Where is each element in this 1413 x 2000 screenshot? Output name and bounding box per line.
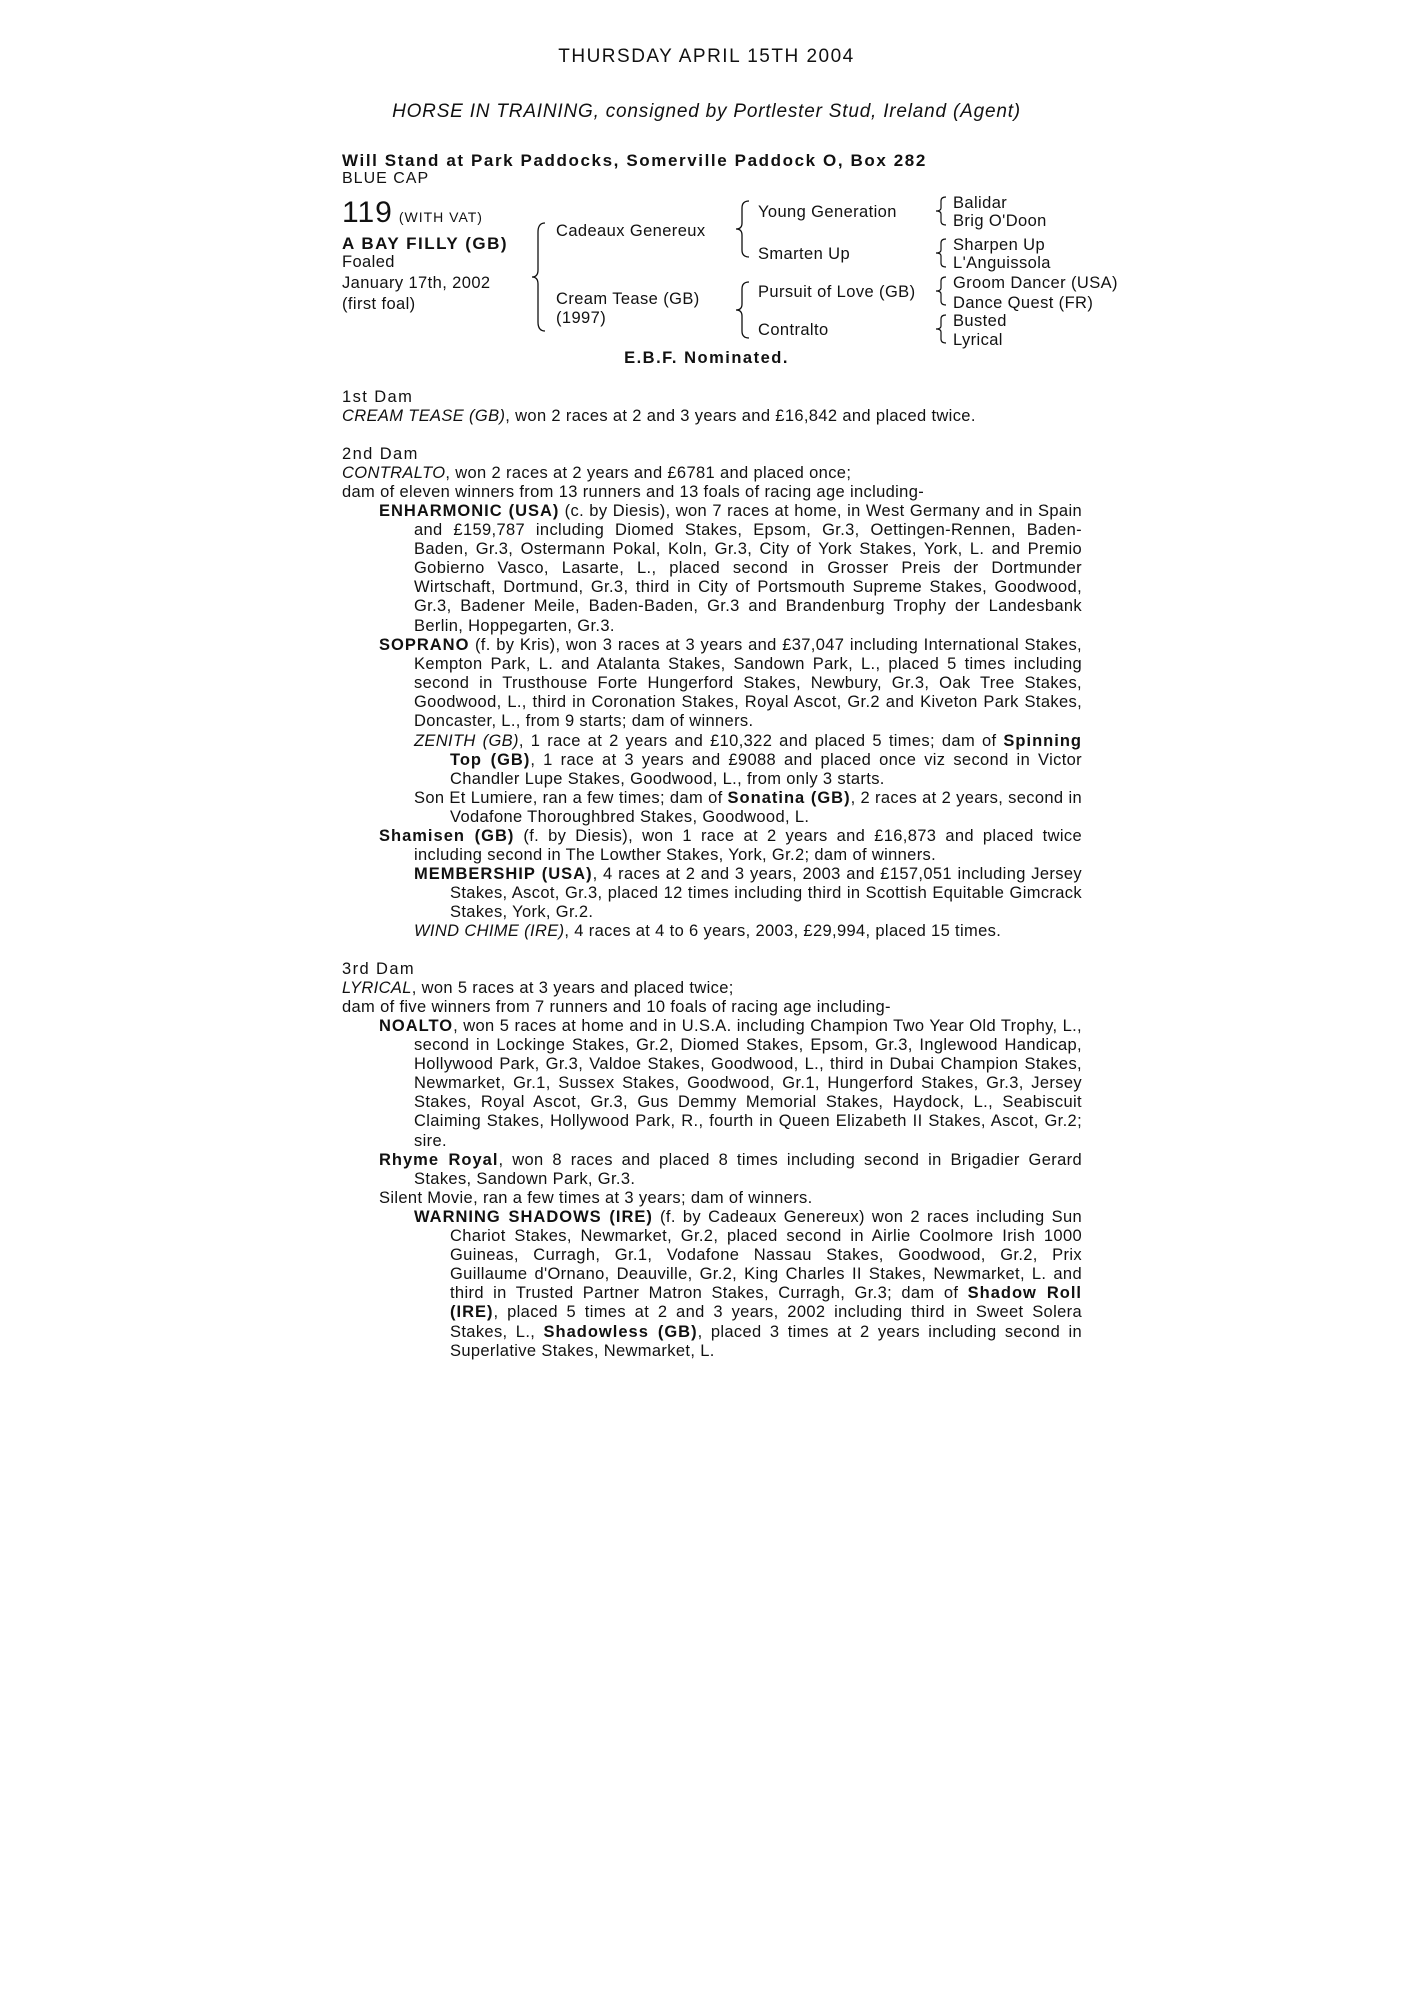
horse-name: Shadow Roll (IRE) xyxy=(450,1284,1082,1322)
lot-heading xyxy=(342,196,483,230)
pedigree-g7: Busted xyxy=(953,312,1007,330)
cap-color: BLUE CAP xyxy=(342,170,430,187)
pedigree-brace-sire xyxy=(734,200,752,258)
produce-wind-chime: WIND CHIME (IRE), 4 races at 4 to 6 years, 2003, £29,994, placed 15 times. xyxy=(414,922,1002,940)
stand-location: Will Stand at Park Paddocks, Somerville Paddock O, Box 282 xyxy=(342,151,927,170)
pedigree-g6: Dance Quest (FR) xyxy=(953,294,1094,312)
produce-zenith: ZENITH (GB), 1 race at 2 years and £10,322 and placed 5 times; dam of Spinning Top (GB), 1 race at 3 years and £9088 and placed once viz second in Victor Chandler Lupe Stakes, Goodwood, L., from only 3 starts. xyxy=(414,732,1082,789)
pedigree-g2: Brig O'Doon xyxy=(953,212,1047,230)
pedigree-brace-dam xyxy=(734,281,752,339)
horse-name: WARNING SHADOWS (IRE) xyxy=(414,1208,653,1226)
first-dam-text: CREAM TEASE (GB), won 2 races at 2 and 3 years and £16,842 and placed twice. xyxy=(342,407,976,425)
lot-number: 119 xyxy=(342,196,393,229)
horse-name: MEMBERSHIP (USA) xyxy=(414,865,593,883)
third-dam-line2: dam of five winners from 7 runners and 10 foals of racing age including- xyxy=(342,998,891,1016)
horse-name: SOPRANO xyxy=(379,636,470,654)
pedigree-g1: Balidar xyxy=(953,194,1008,212)
third-dam-heading: 3rd Dam xyxy=(342,960,416,978)
second-dam-line2: dam of eleven winners from 13 runners and 13 foals of racing age including- xyxy=(342,483,925,501)
pedigree-dam: Cream Tease (GB) xyxy=(556,290,700,308)
horse-name: Shamisen (GB) xyxy=(379,827,515,845)
ebf-nomination: E.B.F. Nominated. xyxy=(624,349,789,367)
horse-name: Sonatina (GB) xyxy=(727,789,851,807)
produce-shamisen: Shamisen (GB) (f. by Diesis), won 1 race at 2 years and £16,873 and placed twice including second in The Lowther Stakes, York, Gr.2; dam of winners. xyxy=(379,827,1082,865)
pedigree-dam-dam: Contralto xyxy=(758,321,829,339)
second-dam-name: CONTRALTO xyxy=(342,464,446,482)
horse-name: ZENITH (GB) xyxy=(414,732,519,750)
foal-note: (first foal) xyxy=(342,295,416,313)
pedigree-g8: Lyrical xyxy=(953,331,1003,349)
pedigree-brace-g34 xyxy=(934,238,948,268)
lot-description: A BAY FILLY (GB) xyxy=(342,234,509,253)
sale-date: THURSDAY APRIL 15TH 2004 xyxy=(558,46,855,67)
pedigree-g5: Groom Dancer (USA) xyxy=(953,274,1118,292)
pedigree-brace-g78 xyxy=(934,314,948,344)
foaled-date: January 17th, 2002 xyxy=(342,274,491,292)
foaling-info xyxy=(342,252,490,315)
pedigree-dam-sire: Pursuit of Love (GB) xyxy=(758,283,916,301)
produce-noalto: NOALTO, won 5 races at home and in U.S.A. including Champion Two Year Old Trophy, L., second in Lockinge Stakes, Gr.2, Diomed Stakes, Epsom, Gr.3, Inglewood Handicap, Hollywood Park, Gr.3, Valdoe Stakes, Goodwood, L., third in Dubai Champion Stakes, Newmarket, Gr.1, Sussex Stakes, Goodwood, Gr.1, Hungerford Stakes, Gr.3, Jersey Stakes, Royal Ascot, Gr.3, Gus Demmy Memorial Stakes, Haydock, L., Seabiscuit Claiming Stakes, Hollywood Park, R., fourth in Queen Elizabeth II Stakes, Ascot, Gr.2; sire. xyxy=(379,1017,1082,1150)
vat-note: (WITH VAT) xyxy=(398,209,483,225)
horse-name: Spinning Top (GB) xyxy=(450,732,1082,770)
produce-son-et-lumiere: Son Et Lumiere, ran a few times; dam of Sonatina (GB), 2 races at 2 years, second in Vodafone Thoroughbred Stakes, Goodwood, L. xyxy=(414,789,1082,827)
horse-name: Rhyme Royal xyxy=(379,1151,499,1169)
foaled-label: Foaled xyxy=(342,253,395,271)
pedigree-g4: L'Anguissola xyxy=(953,254,1051,272)
horse-name: NOALTO xyxy=(379,1017,454,1035)
pedigree-dam-year: (1997) xyxy=(556,309,607,327)
produce-silent-movie: Silent Movie, ran a few times at 3 years; dam of winners. xyxy=(379,1189,813,1207)
horse-name: WIND CHIME (IRE) xyxy=(414,922,565,940)
pedigree-brace-g56 xyxy=(934,276,948,306)
produce-rhyme-royal: Rhyme Royal, won 8 races and placed 8 times including second in Brigadier Gerard Stakes, Sandown Park, Gr.3. xyxy=(379,1151,1082,1189)
third-dam-line1: LYRICAL, won 5 races at 3 years and placed twice; xyxy=(342,979,734,997)
pedigree-g3: Sharpen Up xyxy=(953,236,1046,254)
third-dam-name: LYRICAL xyxy=(342,979,412,997)
pedigree-brace-g12 xyxy=(934,196,948,226)
pedigree-sire: Cadeaux Genereux xyxy=(556,222,706,240)
horse-name: ENHARMONIC (USA) xyxy=(379,502,560,520)
horse-name: Shadowless (GB) xyxy=(543,1322,698,1341)
pedigree-brace-main xyxy=(530,222,548,332)
second-dam-heading: 2nd Dam xyxy=(342,445,419,463)
produce-warning-shadows: WARNING SHADOWS (IRE) (f. by Cadeaux Genereux) won 2 races including Sun Chariot Stakes, Newmarket, Gr.2, placed second in Airlie Coolmore Irish 1000 Guineas, Curragh, Gr.1, Vodafone Nassau Stakes, Goodwood, Gr.2, Prix Guillaume d'Ornano, Deauville, Gr.2, King Charles II Stakes, Newmarket, L. and third in Trusted Partner Matron Stakes, Curragh, Gr.3; dam of Shadow Roll (IRE), placed 5 times at 2 and 3 years, 2002 including third in Sweet Solera Stakes, L., Shadowless (GB), placed 3 times at 2 years including second in Superlative Stakes, Newmarket, L. xyxy=(414,1208,1083,1360)
produce-membership: MEMBERSHIP (USA), 4 races at 2 and 3 years, 2003 and £157,051 including Jersey Stakes, Ascot, Gr.3, placed 12 times including third in Scottish Equitable Gimcrack Stakes, York, Gr.2. xyxy=(414,865,1082,922)
pedigree-sire-sire: Young Generation xyxy=(758,203,897,221)
second-dam-line1: CONTRALTO, won 2 races at 2 years and £6781 and placed once; xyxy=(342,464,852,482)
pedigree-sire-dam: Smarten Up xyxy=(758,245,851,263)
consignment-line: HORSE IN TRAINING, consigned by Portlester Stud, Ireland (Agent) xyxy=(392,101,1021,122)
first-dam-name: CREAM TEASE (GB) xyxy=(342,407,506,425)
produce-enharmonic: ENHARMONIC (USA) (c. by Diesis), won 7 races at home, in West Germany and in Spain and £159,787 including Diomed Stakes, Epsom, Gr.3, Oettingen-Rennen, Baden-Baden, Gr.3, Ostermann Pokal, Koln, Gr.3, City of York Stakes, York, L. and Premio Gobierno Vasco, Lasarte, L., placed second in Grosser Preis der Dortmunder Wirtschaft, Dortmund, Gr.3, third in City of Portsmouth Supreme Stakes, Goodwood, Gr.3, Badener Meile, Baden-Baden, Gr.3 and Brandenburg Trophy der Landesbank Berlin, Hoppegarten, Gr.3. xyxy=(379,502,1082,635)
produce-soprano: SOPRANO (f. by Kris), won 3 races at 3 years and £37,047 including International Stakes, Kempton Park, L. and Atalanta Stakes, Sandown Park, L., placed 5 times including second in Trusthouse Forte Hungerford Stakes, Newbury, Gr.3, Oak Tree Stakes, Goodwood, L., third in Coronation Stakes, Royal Ascot, Gr.2 and Kiveton Park Stakes, Doncaster, L., from 9 starts; dam of winners. xyxy=(379,636,1082,731)
first-dam-heading: 1st Dam xyxy=(342,388,414,406)
